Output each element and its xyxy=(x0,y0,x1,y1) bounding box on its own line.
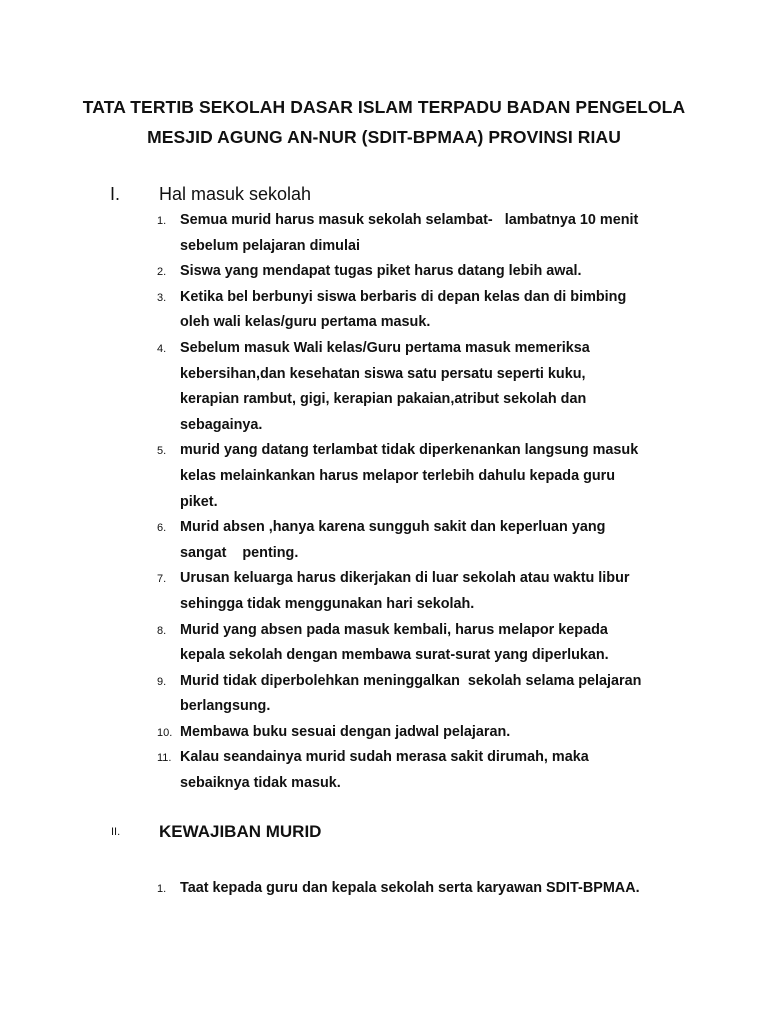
item-text-line: kepala sekolah dengan membawa surat-surat yang diperlukan. xyxy=(180,647,609,664)
item-text-line: sangat penting. xyxy=(180,544,299,561)
item-text-line: sebagainya. xyxy=(180,416,263,433)
item-number: 1. xyxy=(157,215,167,227)
item-text-line: kebersihan,dan kesehatan siswa satu persatu seperti kuku, xyxy=(180,365,586,382)
section-title: KEWAJIBAN MURID xyxy=(159,822,322,841)
rule-list-section-2 xyxy=(0,876,768,902)
item-text-line: Semua murid harus masuk sekolah selambat- lambatnya 10 menit xyxy=(180,212,639,228)
item-text-line: Murid tidak diperbolehkan meninggalkan sekolah selama pelajaran xyxy=(180,672,642,689)
item-text-line: kelas melainkankan harus melapor terlebih dahulu kepada guru xyxy=(180,467,616,484)
item-text-line: Siswa yang mendapat tugas piket harus datang lebih awal. xyxy=(180,263,582,280)
item-text-line: Murid yang absen pada masuk kembali, harus melapor kepada xyxy=(180,621,608,638)
item-text-line: Sebelum masuk Wali kelas/Guru pertama masuk memeriksa xyxy=(180,339,590,356)
item-text-line: sehingga tidak menggunakan hari sekolah. xyxy=(180,595,475,612)
item-number: 6. xyxy=(157,522,167,535)
list-item xyxy=(0,566,700,617)
title-line-2: MESJID AGUNG AN-NUR (SDIT-BPMAA) PROVINSI RIAU xyxy=(147,127,621,147)
document-title xyxy=(80,92,688,152)
list-item xyxy=(0,336,700,438)
section-numeral: II. xyxy=(111,826,121,838)
item-number: 9. xyxy=(157,675,167,688)
item-number: 1. xyxy=(157,883,167,895)
item-text-line: Taat kepada guru dan kepala sekolah serta karyawan SDIT-BPMAA. xyxy=(180,880,640,896)
list-item xyxy=(0,618,700,669)
list-item xyxy=(0,259,700,285)
list-item xyxy=(0,876,700,902)
item-text-line: sebelum pelajaran dimulai xyxy=(180,237,360,254)
item-text-line: berlangsung. xyxy=(180,698,271,715)
item-text-line: murid yang datang terlambat tidak diperkenankan langsung masuk xyxy=(180,442,639,459)
section-numeral: I. xyxy=(110,184,121,204)
section-title: Hal masuk sekolah xyxy=(159,184,312,204)
list-item xyxy=(0,285,700,336)
item-text-line: Kalau seandainya murid sudah merasa sakit dirumah, maka xyxy=(180,749,589,766)
item-number: 11. xyxy=(157,752,172,765)
item-text-line: oleh wali kelas/guru pertama masuk. xyxy=(180,314,431,331)
title-line-1: TATA TERTIB SEKOLAH DASAR ISLAM TERPADU BADAN PENGELOLA xyxy=(82,97,686,117)
item-number: 4. xyxy=(157,342,167,355)
list-item xyxy=(0,720,700,746)
item-number: 8. xyxy=(157,624,167,637)
item-number: 5. xyxy=(157,445,167,458)
item-number: 7. xyxy=(157,573,167,586)
section-heading-1 xyxy=(0,179,768,209)
rule-list-section-1 xyxy=(0,208,768,797)
item-number: 2. xyxy=(157,266,167,279)
item-text-line: piket. xyxy=(180,493,218,510)
item-number: 3. xyxy=(157,291,167,304)
list-item xyxy=(0,208,700,259)
list-item xyxy=(0,669,700,720)
item-text-line: Membawa buku sesuai dengan jadwal pelajaran. xyxy=(180,723,511,740)
list-item xyxy=(0,745,700,796)
section-heading-2 xyxy=(0,817,768,847)
item-number: 10. xyxy=(157,726,173,739)
item-text-line: Murid absen ,hanya karena sungguh sakit dan keperluan yang xyxy=(180,519,606,536)
item-text-line: kerapian rambut, gigi, kerapian pakaian,atribut sekolah dan xyxy=(180,391,587,408)
item-text-line: Ketika bel berbunyi siswa berbaris di depan kelas dan di bimbing xyxy=(180,288,627,305)
list-item xyxy=(0,438,700,515)
item-text-line: sebaiknya tidak masuk. xyxy=(180,775,341,792)
item-text-line: Urusan keluarga harus dikerjakan di luar sekolah atau waktu libur xyxy=(180,570,630,587)
list-item xyxy=(0,515,700,566)
